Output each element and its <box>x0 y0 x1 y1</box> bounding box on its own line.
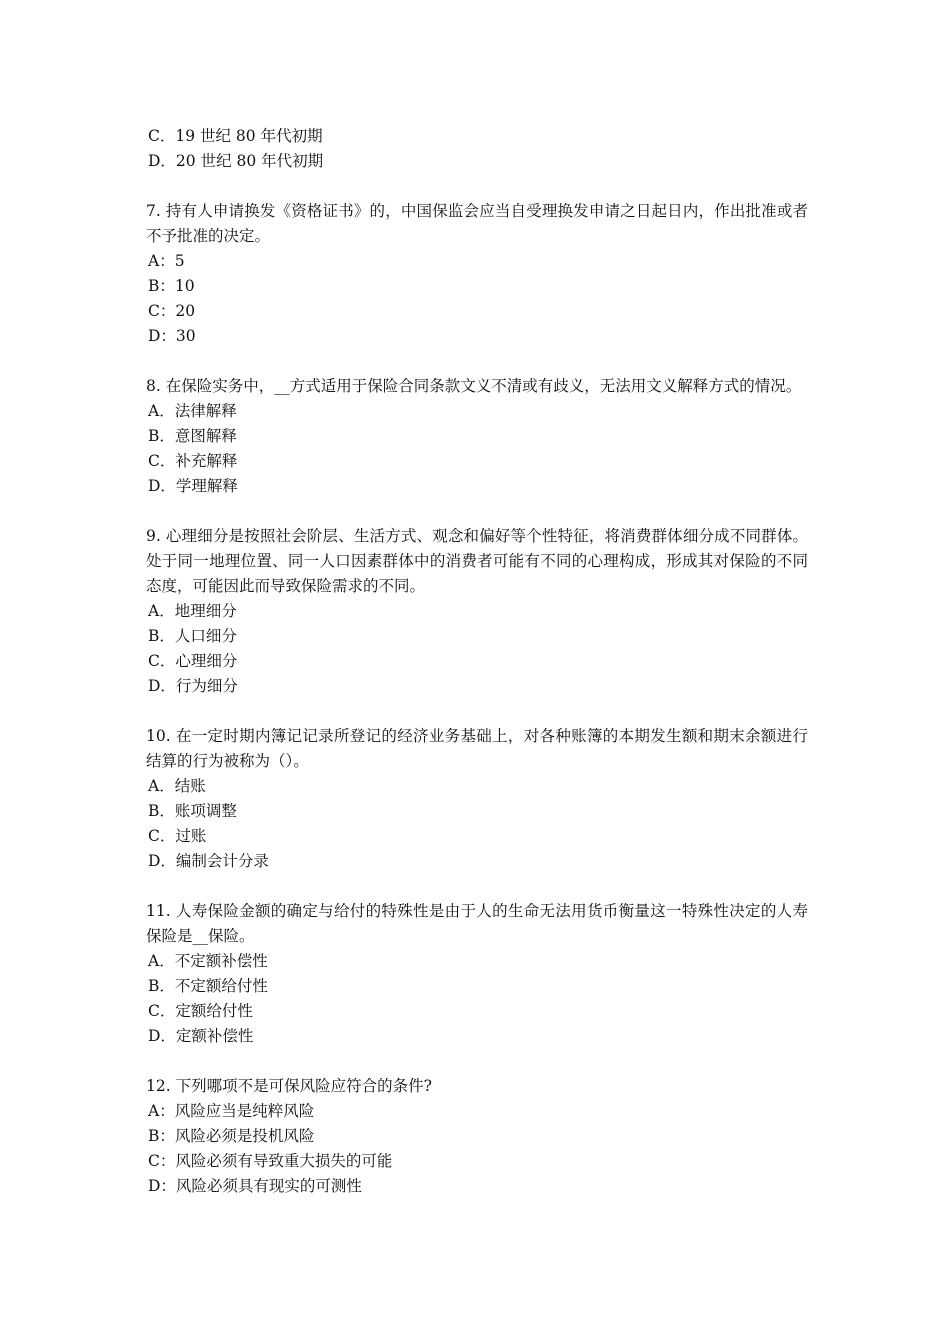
option: C．补充解释 <box>148 452 238 470</box>
option: D．编制会计分录 <box>148 852 269 870</box>
option: D．行为细分 <box>148 677 238 695</box>
option: D：风险必须具有现实的可测性 <box>148 1177 362 1195</box>
question-12 <box>146 1074 808 1199</box>
option: B．账项调整 <box>148 802 237 820</box>
option: A．结账 <box>148 777 206 795</box>
question-stem: 10. 在一定时期内簿记记录所登记的经济业务基础上，对各种账簿的本期发生额和期末余额进行结算的行为被称为（）。 <box>146 727 808 770</box>
option: B：10 <box>148 277 195 295</box>
question-stem: 11. 人寿保险金额的确定与给付的特殊性是由于人的生命无法用货币衡量这一特殊性决定的人寿保险是__保险。 <box>146 902 808 945</box>
option: A．不定额补偿性 <box>148 952 268 970</box>
option: B．意图解释 <box>148 427 237 445</box>
option: D．20 世纪 80 年代初期 <box>148 152 324 170</box>
option: C：20 <box>148 302 196 320</box>
option: A：风险应当是纯粹风险 <box>148 1102 315 1120</box>
option: B．人口细分 <box>148 627 237 645</box>
option: C．心理细分 <box>148 652 238 670</box>
option: D：30 <box>148 327 196 345</box>
question-stem: 8. 在保险实务中，__方式适用于保险合同条款文义不清或有歧义，无法用文义解释方式的情况。 <box>146 377 802 395</box>
option: A．地理细分 <box>148 602 237 620</box>
option: D．定额补偿性 <box>148 1027 254 1045</box>
question-stem: 12. 下列哪项不是可保风险应符合的条件? <box>146 1077 432 1095</box>
option: A：5 <box>148 252 185 270</box>
option: C：风险必须有导致重大损失的可能 <box>148 1152 393 1170</box>
document-page <box>146 124 808 1199</box>
option: B．不定额给付性 <box>148 977 268 995</box>
leading-options <box>146 124 808 174</box>
option: D．学理解释 <box>148 477 238 495</box>
option: B：风险必须是投机风险 <box>148 1127 315 1145</box>
question-stem: 9. 心理细分是按照社会阶层、生活方式、观念和偏好等个性特征，将消费群体细分成不同群体。处于同一地理位置、同一人口因素群体中的消费者可能有不同的心理构成，形成其对保险的不同态度，可能因此而导致保险需求的不同。 <box>146 527 808 595</box>
option: C．19 世纪 80 年代初期 <box>148 127 323 145</box>
question-11 <box>146 899 808 1049</box>
question-10 <box>146 724 808 874</box>
option: C．定额给付性 <box>148 1002 253 1020</box>
question-9 <box>146 524 808 699</box>
option: C．过账 <box>148 827 207 845</box>
question-7 <box>146 199 808 349</box>
question-stem: 7. 持有人申请换发《资格证书》的，中国保监会应当自受理换发申请之日起日内，作出批准或者不予批准的决定。 <box>146 202 808 245</box>
option: A．法律解释 <box>148 402 237 420</box>
question-8 <box>146 374 808 499</box>
